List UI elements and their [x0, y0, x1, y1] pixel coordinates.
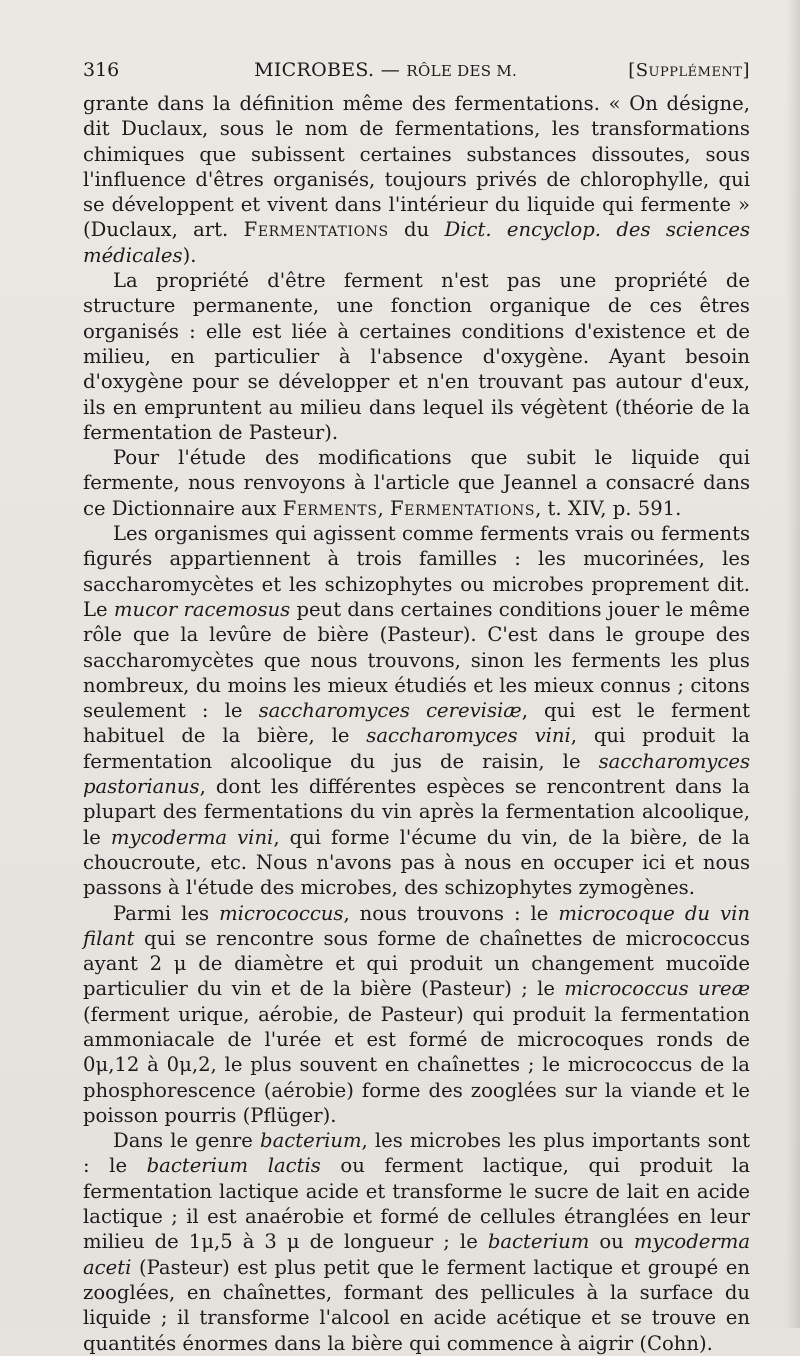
text-run: , qui forme l'écume du vin, de la bière, de la choucroute, etc. Nous n'avons pas à nous en occuper ici et nous passons à l'étude des microbes, des schizophytes zymogènes. [83, 825, 750, 900]
paragraph [83, 901, 750, 1129]
italic-term: mycoderma vini [110, 825, 274, 849]
running-title [143, 58, 628, 83]
running-title-main: MICROBES. — [254, 59, 407, 81]
italic-term: micrococcus [219, 901, 344, 925]
text-run: , qui produit la fermentation alcoolique du jus de raisin, le [83, 724, 750, 773]
italic-term: mycoderma aceti [83, 1230, 750, 1279]
paragraph [83, 521, 750, 900]
italic-term: bacterium lactis [146, 1154, 321, 1178]
italic-term: mucor racemosus [113, 597, 291, 621]
italic-term: micrococcus ureæ [564, 977, 751, 1001]
italic-term: bacterium [260, 1129, 362, 1153]
text-run: , qui est le ferment habituel de la bière, le [83, 699, 750, 748]
text-run: , [377, 496, 390, 520]
body-text [83, 91, 750, 1356]
paragraph [83, 445, 750, 521]
paragraph [83, 91, 750, 268]
text-run: qui se rencontre sous forme de chaînettes de micrococcus ayant 2 μ de diamètre et qui produit un changement mucoïde particulier du vin et de la bière (Pasteur) ; le [83, 926, 750, 1001]
text-run: peut dans certaines conditions jouer le même rôle que la levûre de bière (Pasteur). C'est dans le groupe des saccharomycètes que nous trouvons, sinon les ferments les plus nombreux, du moins les mieux étudiés et les mieux connus ; citons seulement : le [83, 597, 750, 723]
text-run: , les microbes les plus importants sont : le [83, 1129, 750, 1178]
running-title-sub: RÔLE DES M. [406, 62, 518, 80]
running-header [83, 58, 750, 83]
text-run: Les organismes qui agissent comme ferments vrais ou ferments figurés appartiennent à trois familles : les mucorinées, les saccharomycètes et les schizophytes ou microbes proprement dit. Le [83, 522, 750, 621]
text-run: (Pasteur) est plus petit que le ferment lactique et groupé en zooglées, en chaînettes, formant des pellicules à la surface du liquide ; il transforme l'alcool en acide acétique et se trouve en quantités énormes dans la bière qui commence à aigrir (Cohn). [83, 1255, 750, 1355]
section-label: [Supplément] [628, 60, 750, 81]
text-run: La propriété d'être ferment n'est pas une propriété de structure permanente, une fonction organique de ces êtres organisés : elle est liée à certaines conditions d'existence et de milieu, en particulier à l'absence d'oxygène. Ayant besoin d'oxygène pour se développer et n'en trouvant pas autour d'eux, ils en empruntent au milieu dans lequel ils végètent (théorie de la fermentation de Pasteur). [83, 269, 750, 444]
small-caps-reference: Ferments [282, 496, 378, 520]
text-run: grante dans la définition même des fermentations. « On désigne, dit Duclaux, sous le nom de fermentations, les transformations chimiques que subissent certaines substances dissoutes, sous l'influence d'êtres organisés, toujours privés de chlorophylle, qui se développent et vivent dans l'intérieur du liquide qui fermente » (Duclaux, art. [83, 92, 750, 242]
text-run: ). [182, 243, 197, 267]
text-run: ou ferment lactique, qui produit la fermentation lactique acide et transforme le sucre de lait en acide lactique ; il est anaérobie et formé de cellules étranglées en leur milieu de 1μ,5 à 3 μ de longueur ; le [83, 1154, 751, 1254]
small-caps-reference: Fermentations [243, 218, 389, 242]
text-run: (ferment urique, aérobie, de Pasteur) qui produit la fermentation ammoniacale de l'urée et est formé de microcoques ronds de 0μ,12 à 0μ,2, le plus souvent en chaînettes ; le micrococcus de la phosphorescence (aérobie) forme des zooglées sur la viande et le poisson pourris (Pflüger). [83, 1002, 750, 1127]
italic-term: microcoque du vin filant [83, 901, 750, 950]
text-run: Parmi les [113, 901, 220, 925]
text-run: , nous trouvons : le [343, 901, 559, 925]
italic-term: saccharomyces vini [366, 724, 571, 748]
paragraph [83, 1128, 750, 1356]
text-run: , t. XIV, p. 591. [535, 496, 682, 520]
text-run: Pour l'étude des modifications que subit le liquide qui fermente, nous renvoyons à l'article que Jeannel a consacré dans ce Dictionnaire aux [83, 446, 750, 520]
italic-term: bacterium [487, 1230, 590, 1254]
paragraph [83, 268, 750, 445]
text-run: Dans le genre [113, 1129, 261, 1153]
italic-term: saccharomyces pastorianus [83, 749, 750, 799]
text-run: ou [589, 1230, 634, 1254]
page-number: 316 [83, 59, 120, 81]
italic-term: Dict. encyclop. des sciences médicales [83, 218, 750, 267]
italic-term: saccharomyces cerevisiæ [258, 699, 522, 723]
text-run: du [388, 218, 445, 242]
text-run: , dont les différentes espèces se rencontrent dans la plupart des fermentations du vin après la fermentation alcoolique, le [83, 775, 750, 849]
small-caps-reference: Fermentations [390, 496, 536, 520]
page-edge-shadow [786, 0, 800, 1328]
